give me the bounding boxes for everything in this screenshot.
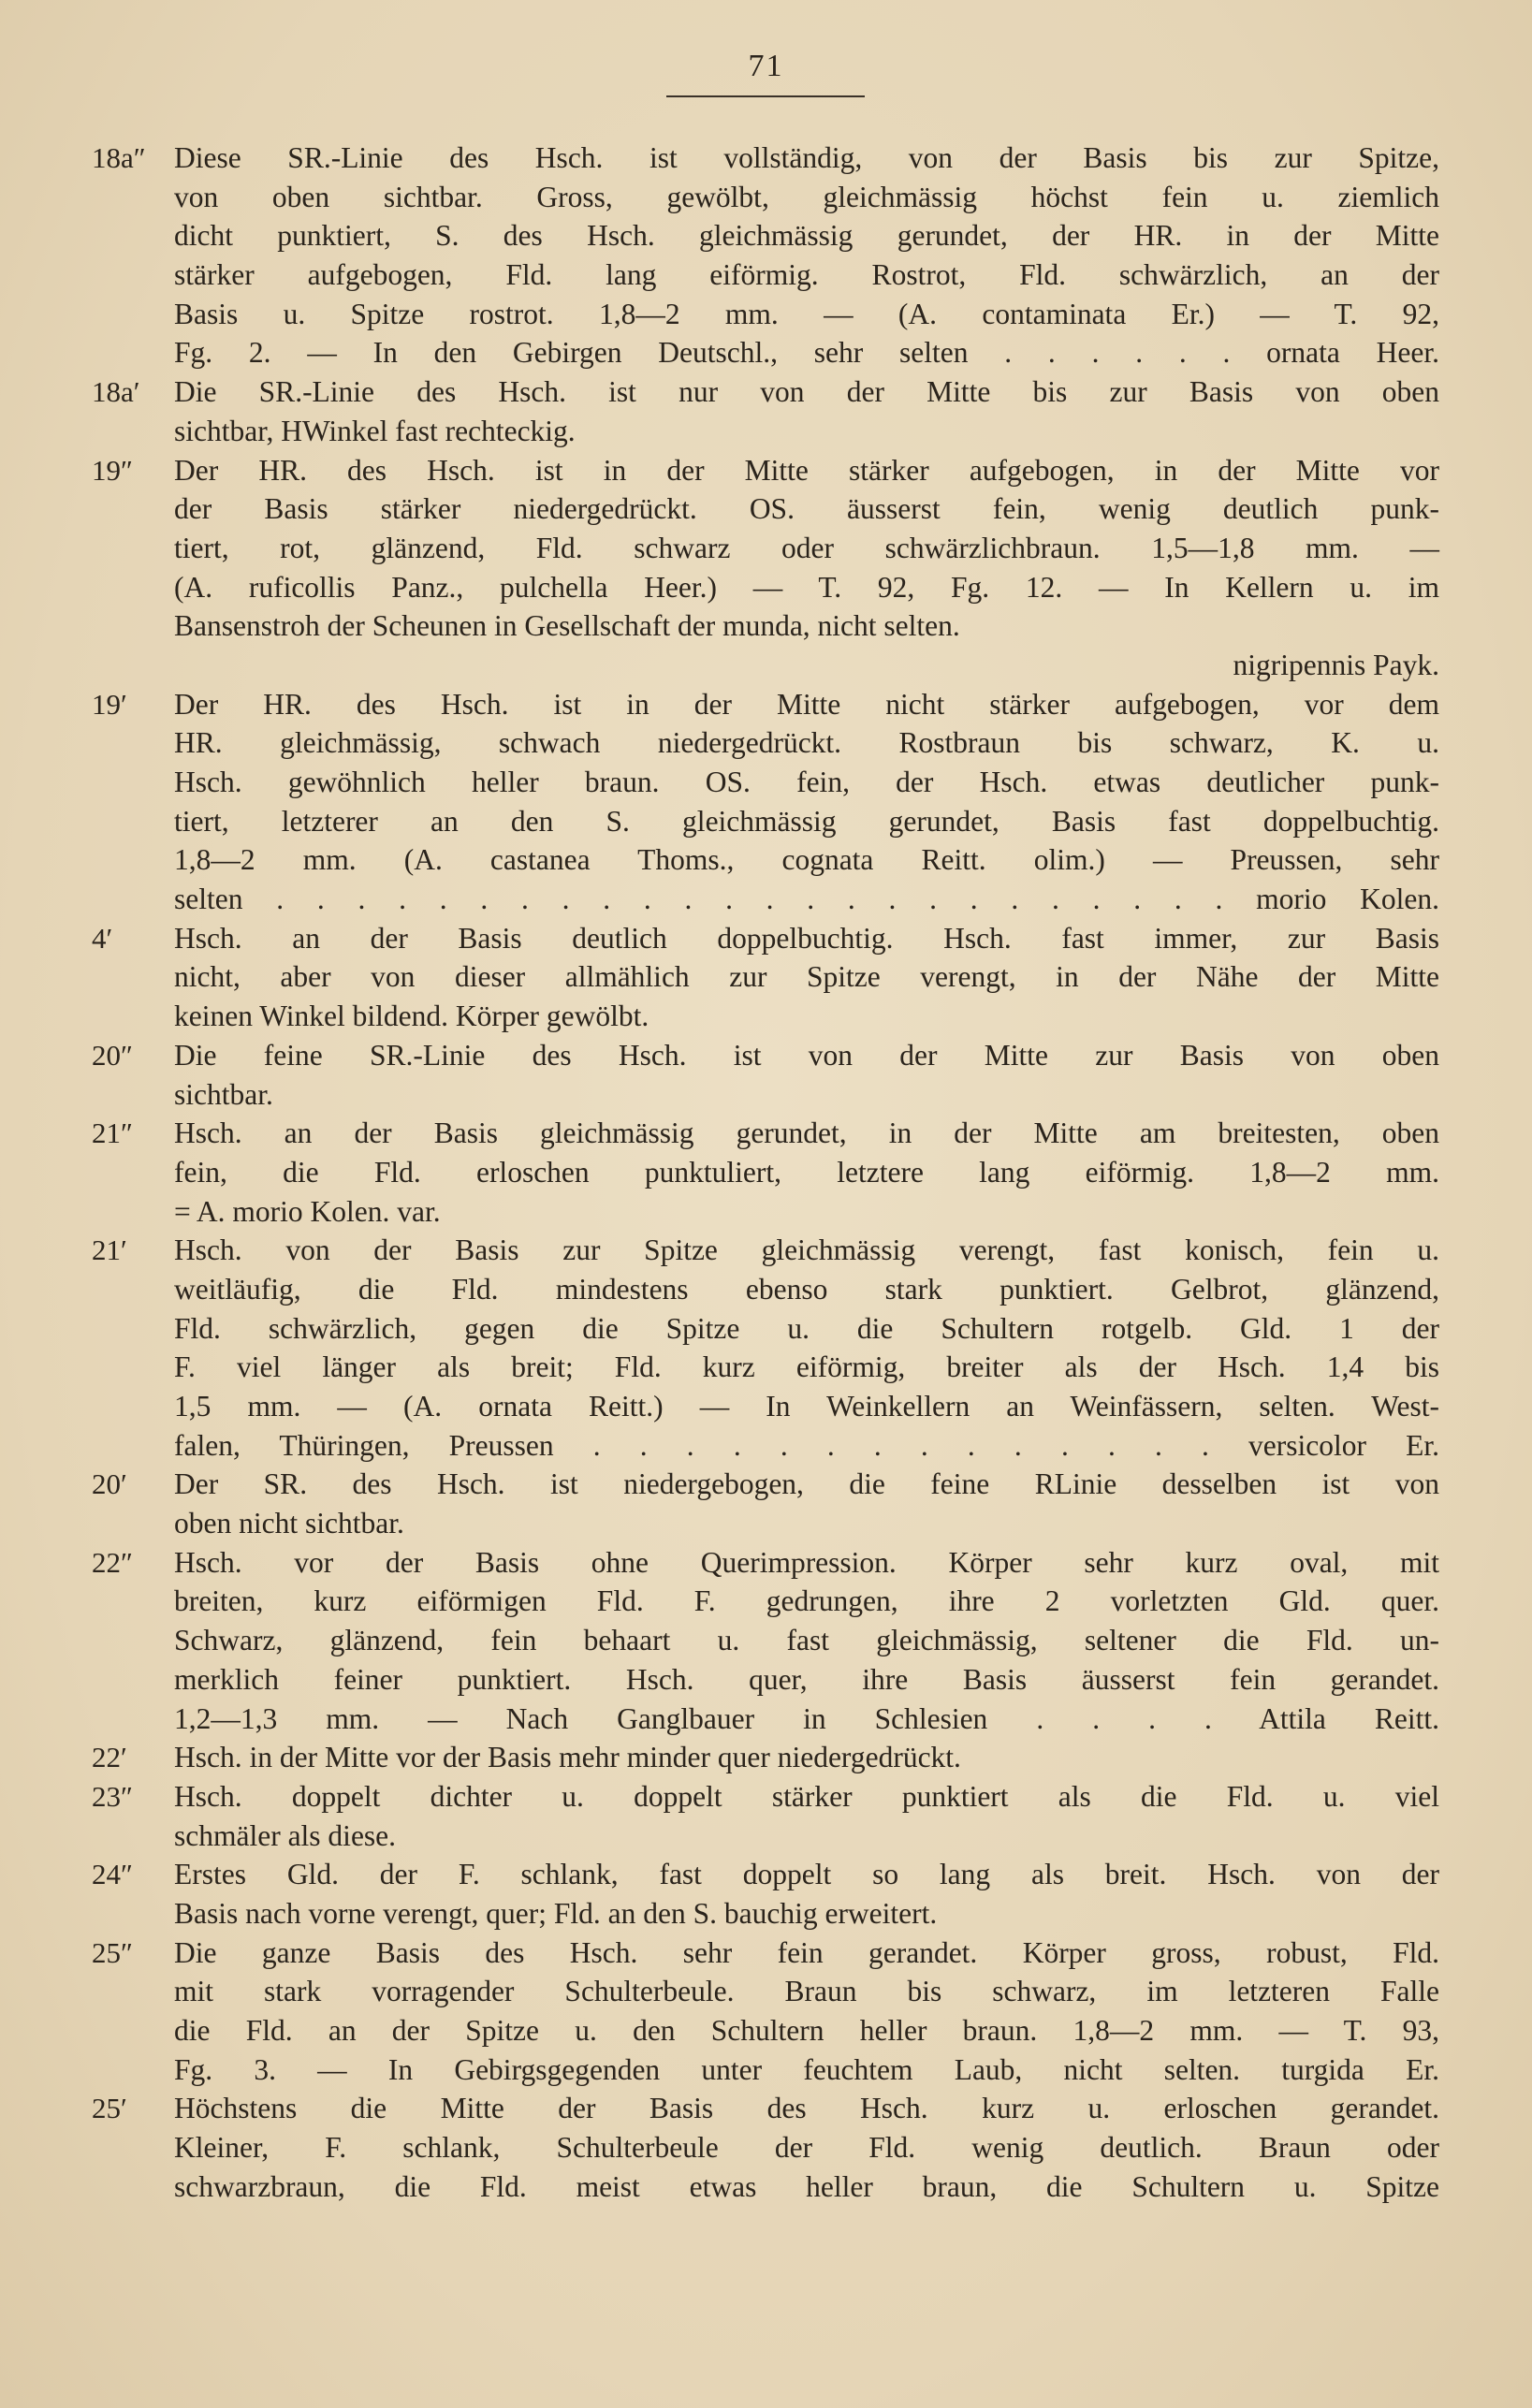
entry-line: Höchstens die Mitte der Basis des Hsch. kurz u. erloschen gerandet. [174,2092,1439,2125]
entry-number: 18a″ [92,141,146,174]
entry-line: Hsch. an der Basis deutlich doppelbuchtig. Hsch. fast immer, zur Basis [174,921,1439,955]
entry-number: 21′ [92,1233,127,1267]
header-rule [666,95,865,97]
entry-line: Die ganze Basis des Hsch. sehr fein gerandet. Körper gross, robust, Fld. [174,1935,1439,1969]
entry-line: 1,5 mm. — (A. ornata Reitt.) — In Weinkellern an Weinfässern, selten. West- [174,1390,1439,1423]
entry-line: sichtbar. [174,1077,273,1111]
entry-number: 23″ [92,1779,133,1813]
entry-line: HR. gleichmässig, schwach niedergedrückt. Rostbraun bis schwarz, K. u. [174,726,1439,760]
entry-line: Erstes Gld. der F. schlank, fast doppelt so lang als breit. Hsch. von der [174,1858,1439,1891]
entry-number: 22″ [92,1545,133,1579]
page-number: 71 [748,49,784,83]
entry-line: der Basis stärker niedergedrückt. OS. äusserst fein, wenig deutlich punk- [174,492,1439,526]
entry-number: 21″ [92,1116,133,1150]
entry-line: Die feine SR.-Linie des Hsch. ist von der Mitte zur Basis von oben [174,1038,1439,1072]
entry-line: tiert, letzterer an den S. gleichmässig gerundet, Basis fast doppelbuchtig. [174,804,1439,838]
key-entries [92,139,1439,2206]
entry-line: mit stark vorragender Schulterbeule. Braun bis schwarz, im letzteren Falle [174,1975,1439,2008]
entry-line: stärker aufgebogen, Fld. lang eiförmig. Rostrot, Fld. schwärzlich, an der [174,258,1439,292]
entry-line: falen, Thüringen, Preussen . . . . . . . . . . . . . . versicolor Er. [174,1428,1439,1462]
entry-line: Hsch. von der Basis zur Spitze gleichmässig verengt, fast konisch, fein u. [174,1233,1439,1267]
entry-line: Schwarz, glänzend, fein behaart u. fast gleichmässig, seltener die Fld. un- [174,1624,1439,1657]
entry-line: selten . . . . . . . . . . . . . . . . . . . . . . . . morio Kolen. [174,883,1439,916]
entry-line: fein, die Fld. erloschen punktuliert, letztere lang eiförmig. 1,8—2 mm. [174,1155,1439,1189]
entry-line: Bansenstroh der Scheunen in Gesellschaft der munda, nicht selten. [174,609,960,643]
key-entry-24a [92,1855,1439,1933]
entry-line: Hsch. in der Mitte vor der Basis mehr minder quer niedergedrückt. [174,1741,961,1774]
entry-line: Kleiner, F. schlank, Schulterbeule der Fld. wenig deutlich. Braun oder [174,2131,1439,2165]
entry-line: Diese SR.-Linie des Hsch. ist vollständig, von der Basis bis zur Spitze, [174,141,1439,174]
entry-line: Der SR. des Hsch. ist niedergebogen, die feine RLinie desselben ist von [174,1467,1439,1501]
entry-number: 22′ [92,1741,127,1774]
entry-number: 20″ [92,1038,133,1072]
entry-line: Basis u. Spitze rostrot. 1,8—2 mm. — (A. contaminata Er.) — T. 92, [174,297,1439,330]
entry-line: schwarzbraun, die Fld. meist etwas heller braun, die Schultern u. Spitze [174,2169,1439,2203]
entry-line: dicht punktiert, S. des Hsch. gleichmässig gerundet, der HR. in der Mitte [174,219,1439,253]
key-entry-20b [92,1465,1439,1542]
key-entry-22b [92,1738,1439,1777]
entry-line: Hsch. gewöhnlich heller braun. OS. fein, der Hsch. etwas deutlicher punk- [174,766,1439,798]
entry-number: 20′ [92,1467,127,1501]
key-entry-21b [92,1231,1439,1465]
entry-line: Hsch. an der Basis gleichmässig gerundet, in der Mitte am breitesten, oben [174,1116,1439,1150]
entry-line: Fg. 2. — In den Gebirgen Deutschl., sehr selten . . . . . . ornata Heer. [174,336,1439,370]
key-entry-25a [92,1934,1439,2090]
key-entry-22a [92,1543,1439,1738]
entry-line: (A. ruficollis Panz., pulchella Heer.) — T. 92, Fg. 12. — In Kellern u. im [174,570,1439,604]
entry-number: 18a′ [92,375,140,409]
entry-line: F. viel länger als breit; Fld. kurz eiförmig, breiter als der Hsch. 1,4 bis [174,1350,1439,1384]
entry-line: tiert, rot, glänzend, Fld. schwarz oder schwärzlichbraun. 1,5—1,8 mm. — [174,531,1439,564]
entry-line: Basis nach vorne verengt, quer; Fld. an den S. bauchig erweitert. [174,1896,938,1930]
entry-line: nicht, aber von dieser allmählich zur Spitze verengt, in der Nähe der Mitte [174,960,1439,994]
entry-line: = A. morio Kolen. var. [174,1194,441,1228]
entry-line: weitläufig, die Fld. mindestens ebenso stark punktiert. Gelbrot, glänzend, [174,1272,1439,1306]
entry-line: Die SR.-Linie des Hsch. ist nur von der Mitte bis zur Basis von oben [174,375,1439,409]
entry-line: Hsch. doppelt dichter u. doppelt stärker punktiert als die Fld. u. viel [174,1779,1439,1813]
key-entry-19b [92,685,1439,919]
entry-line: die Fld. an der Spitze u. den Schultern heller braun. 1,8—2 mm. — T. 93, [174,2014,1439,2047]
entry-number: 19″ [92,453,133,487]
species-name: nigripennis Payk. [1233,648,1439,681]
entry-number: 4′ [92,921,113,955]
key-entry-19a [92,451,1439,685]
entry-line: breiten, kurz eiförmigen Fld. F. gedrungen, ihre 2 vorletzten Gld. quer. [174,1584,1439,1618]
entry-line: 1,2—1,3 mm. — Nach Ganglbauer in Schlesien . . . . Attila Reitt. [174,1701,1439,1735]
entry-line: oben nicht sichtbar. [174,1507,404,1540]
entry-line: Hsch. vor der Basis ohne Querimpression. Körper sehr kurz oval, mit [174,1545,1439,1579]
key-entry-21a [92,1114,1439,1231]
key-entry-25b [92,2089,1439,2206]
key-entry-20a [92,1036,1439,1114]
entry-line: 1,8—2 mm. (A. castanea Thoms., cognata Reitt. olim.) — Preussen, sehr [174,843,1439,877]
entry-number: 24″ [92,1858,133,1891]
key-entry-23a [92,1777,1439,1855]
entry-line: sichtbar, HWinkel fast rechteckig. [174,414,576,447]
key-entry-18a2 [92,139,1439,372]
entry-line: von oben sichtbar. Gross, gewölbt, gleichmässig höchst fein u. ziemlich [174,180,1439,213]
entry-line: Der HR. des Hsch. ist in der Mitte nicht stärker aufgebogen, vor dem [174,687,1439,721]
entry-line: schmäler als diese. [174,1818,397,1852]
entry-number: 19′ [92,687,127,721]
entry-number: 25″ [92,1935,133,1969]
entry-line: Fg. 3. — In Gebirgsgegenden unter feuchtem Laub, nicht selten. turgida Er. [174,2052,1439,2086]
entry-number: 25′ [92,2092,127,2125]
key-entry-18a1 [92,372,1439,450]
entry-line: merklich feiner punktiert. Hsch. quer, ihre Basis äusserst fein gerandet. [174,1662,1439,1696]
entry-line: Fld. schwärzlich, gegen die Spitze u. die Schultern rotgelb. Gld. 1 der [174,1311,1439,1345]
entry-line: Der HR. des Hsch. ist in der Mitte stärker aufgebogen, in der Mitte vor [174,453,1439,487]
entry-line: keinen Winkel bildend. Körper gewölbt. [174,1000,649,1033]
key-entry-4b [92,919,1439,1036]
